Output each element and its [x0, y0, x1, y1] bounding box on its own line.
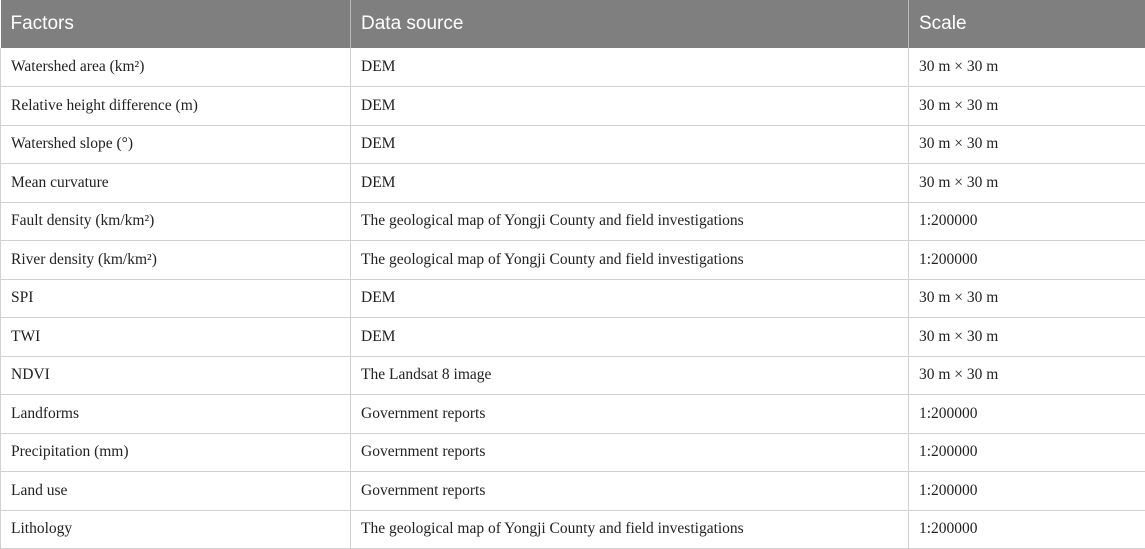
- cell-scale: 30 m × 30 m: [909, 87, 1145, 126]
- table-row: [1, 87, 1145, 126]
- cell-data-source: The geological map of Yongji County and field investigations: [351, 241, 909, 280]
- cell-data-source: DEM: [351, 164, 909, 203]
- table-row: [1, 395, 1145, 434]
- table-row: [1, 279, 1145, 318]
- header-row: [1, 0, 1145, 48]
- cell-data-source: The Landsat 8 image: [351, 356, 909, 395]
- cell-data-source: DEM: [351, 318, 909, 357]
- table-body: [1, 48, 1145, 549]
- cell-factor: Mean curvature: [1, 164, 351, 203]
- cell-factor: NDVI: [1, 356, 351, 395]
- header-data-source: Data source: [351, 0, 909, 48]
- cell-factor: Watershed slope (°): [1, 125, 351, 164]
- cell-scale: 1:200000: [909, 395, 1145, 434]
- cell-data-source: DEM: [351, 87, 909, 126]
- cell-scale: 30 m × 30 m: [909, 48, 1145, 87]
- cell-factor: SPI: [1, 279, 351, 318]
- table-row: [1, 125, 1145, 164]
- table-row: [1, 318, 1145, 357]
- cell-scale: 30 m × 30 m: [909, 356, 1145, 395]
- cell-data-source: Government reports: [351, 433, 909, 472]
- cell-data-source: DEM: [351, 48, 909, 87]
- cell-scale: 30 m × 30 m: [909, 279, 1145, 318]
- cell-scale: 30 m × 30 m: [909, 318, 1145, 357]
- table-row: [1, 433, 1145, 472]
- table-row: [1, 510, 1145, 549]
- cell-factor: Relative height difference (m): [1, 87, 351, 126]
- cell-factor: Fault density (km/km²): [1, 202, 351, 241]
- header-scale: Scale: [909, 0, 1145, 48]
- cell-scale: 1:200000: [909, 472, 1145, 511]
- cell-factor: Landforms: [1, 395, 351, 434]
- cell-data-source: DEM: [351, 125, 909, 164]
- cell-data-source: Government reports: [351, 395, 909, 434]
- cell-factor: TWI: [1, 318, 351, 357]
- cell-scale: 1:200000: [909, 241, 1145, 280]
- table-row: [1, 356, 1145, 395]
- cell-scale: 30 m × 30 m: [909, 125, 1145, 164]
- cell-factor: River density (km/km²): [1, 241, 351, 280]
- cell-scale: 1:200000: [909, 510, 1145, 549]
- table-row: [1, 241, 1145, 280]
- table-row: [1, 48, 1145, 87]
- table-row: [1, 472, 1145, 511]
- cell-factor: Land use: [1, 472, 351, 511]
- cell-data-source: DEM: [351, 279, 909, 318]
- cell-factor: Precipitation (mm): [1, 433, 351, 472]
- cell-scale: 30 m × 30 m: [909, 164, 1145, 203]
- cell-scale: 1:200000: [909, 202, 1145, 241]
- table-row: [1, 202, 1145, 241]
- cell-factor: Lithology: [1, 510, 351, 549]
- header-factors: Factors: [1, 0, 351, 48]
- cell-factor: Watershed area (km²): [1, 48, 351, 87]
- table-header: [1, 0, 1145, 48]
- cell-data-source: Government reports: [351, 472, 909, 511]
- cell-data-source: The geological map of Yongji County and field investigations: [351, 202, 909, 241]
- cell-scale: 1:200000: [909, 433, 1145, 472]
- table-row: [1, 164, 1145, 203]
- cell-data-source: The geological map of Yongji County and field investigations: [351, 510, 909, 549]
